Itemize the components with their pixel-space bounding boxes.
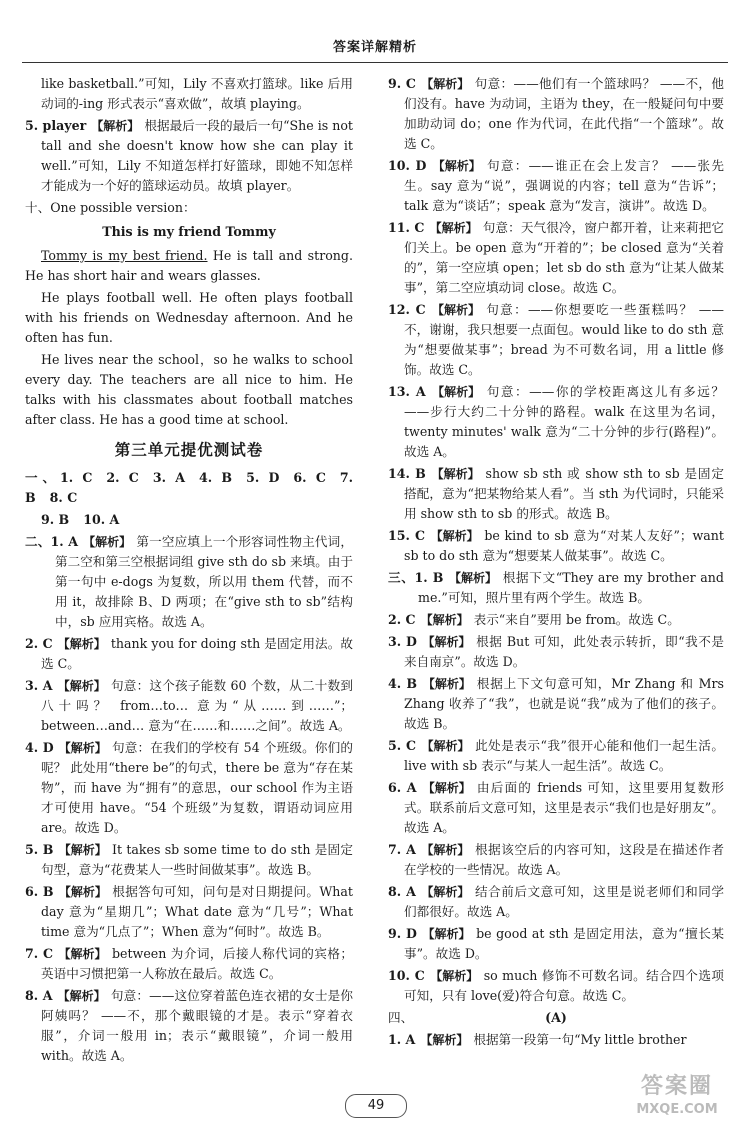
watermark-text: 答案圈 — [640, 1074, 713, 1099]
answer-number: 7. A — [388, 842, 416, 857]
answer-number: 15. C — [388, 528, 425, 543]
answer-number: 3. A — [25, 678, 53, 693]
answer-text: 根据该空后的内容可知，这段是在描述作者在学校的一些情况。故选 A。 — [404, 842, 724, 877]
answer-number: 二、1. A — [25, 534, 78, 549]
answer-item — [388, 526, 724, 566]
answer-number: 8. A — [25, 988, 53, 1003]
answer-item — [388, 1030, 724, 1050]
analysis-tag: 【解析】 — [57, 989, 106, 1003]
answer-text: 句意：——他们有一个篮球吗？ ——不，他们没有。have 为动词，主语为 they，在一般疑问句中要加助动词 do；one 作为代词，在此代指“一个篮球”。故选 C。 — [404, 76, 724, 151]
analysis-tag: 【解析】 — [432, 385, 481, 399]
mc-answer: 8. C — [49, 490, 78, 505]
analysis-tag: 【解析】 — [58, 947, 107, 961]
answer-item — [388, 882, 724, 922]
answer-item — [25, 944, 353, 984]
analysis-tag: 【解析】 — [430, 529, 479, 543]
answer-item — [388, 300, 724, 380]
answer-text: 结合前后文意可知，这里是说老师们和同学们都很好。故选 A。 — [404, 884, 724, 919]
paragraph: like basketball.”可知，Lily 不喜欢打篮球。like 后用动词的-ing 形式表示“喜欢做”，故填 playing。 — [41, 76, 353, 111]
answer-item — [388, 736, 724, 776]
answer-item — [388, 218, 724, 298]
answer-text: 根据下文“They are my brother and me.”可知，照片里有两个学生。故选 B。 — [418, 570, 724, 605]
answer-item — [25, 532, 353, 632]
answer-text: 句意：——你想要吃一些蛋糕吗？ ——不，谢谢，我只想要一点面包。would like to do sth 意为“想要做某事”；bread 为不可数名词，用 a little 修饰。故选 C。 — [404, 302, 724, 377]
underlined-sentence: Tommy is my best friend. — [41, 248, 208, 263]
answer-item — [25, 882, 353, 942]
running-header: 答案详解精析 — [332, 40, 417, 55]
analysis-tag: 【解析】 — [431, 467, 480, 481]
mc-answer: 4. B — [199, 470, 233, 485]
analysis-tag: 【解析】 — [83, 535, 132, 549]
watermark-url: MXQE.COM — [636, 1102, 718, 1117]
answer-text: 根据答句可知，问句是对日期提问。What day 意为“星期几”；What date 意为“几号”；What time 意为“几点了”；When 意为“何时”。故选 B。 — [41, 884, 353, 939]
answer-item — [25, 676, 353, 736]
left-column — [25, 74, 353, 1068]
analysis-tag: 【解析】 — [58, 885, 107, 899]
answer-number: 10. D — [388, 158, 427, 173]
answer-number: 3. D — [388, 634, 417, 649]
page-number: 49 — [345, 1094, 407, 1118]
answer-item — [388, 568, 724, 608]
answer-item — [388, 674, 724, 734]
answer-text: so much 修饰不可数名词。结合四个选项可知，只有 love(爱)符合句意。故选 C。 — [404, 968, 724, 1003]
analysis-tag: 【解析】 — [57, 637, 106, 651]
answer-number: 1. A — [388, 1032, 416, 1047]
answer-text: 句意：——谁正在会上发言？ ——张先生。say 意为“说”，强调说的内容；tell 意为“告诉”；talk 意为“谈话”；speak 意为“发言，演讲”。故选 D。 — [404, 158, 724, 213]
answer-item — [388, 610, 724, 630]
answer-item — [388, 156, 724, 216]
answer-text: thank you for doing sth 是固定用法。故选 C。 — [41, 636, 353, 671]
answer-list — [25, 532, 353, 1066]
analysis-tag: 【解析】 — [422, 781, 471, 795]
section-label: 十、One possible version： — [25, 200, 196, 215]
answer-number: 5. C — [388, 738, 417, 753]
analysis-tag: 【解析】 — [421, 739, 470, 753]
analysis-tag: 【解析】 — [420, 1033, 469, 1047]
answer-item — [25, 738, 353, 838]
answer-text: 表示“来自”要用 be from。故选 C。 — [473, 612, 680, 627]
analysis-tag: 【解析】 — [429, 221, 478, 235]
section-title: 第三单元提优测试卷 — [114, 441, 264, 459]
answer-item — [388, 632, 724, 672]
right-column — [388, 74, 724, 1052]
answer-text: 句意：在我们的学校有 54 个班级。你们的呢？ 此处用“there be”的句式，there be 意为“存在某物”，而 have 为“拥有”的意思，our school 作为主语才可使用 have。“54 个班级”为复数，谓语动词应用 are。故选 D。 — [41, 740, 353, 835]
answer-text: show sb sth 或 show sth to sb 是固定搭配，意为“把某物给某人看”。当 sth 为代词时，只能采用 show sth to sb 的形式。故选 B。 — [404, 466, 724, 521]
answer-item — [25, 634, 353, 674]
answer-number: 7. C — [25, 946, 54, 961]
answer-text: be good at sth 是固定用法，意为“擅长某事”。故选 D。 — [404, 926, 724, 961]
essay-text: He is tall and strong. He has short hair and wears glasses. — [25, 248, 353, 283]
mc-answer: 一、1. C — [25, 470, 93, 485]
answer-number: 9. C — [388, 76, 416, 91]
answer-number: 11. C — [388, 220, 425, 235]
mc-answer: 2. C — [106, 470, 139, 485]
mc-answer: 9. B — [41, 512, 70, 527]
analysis-tag: 【解析】 — [422, 677, 471, 691]
watermark-logo — [618, 1072, 736, 1126]
answer-number: 5. B — [25, 842, 54, 857]
mc-answer: 7. B — [25, 470, 353, 505]
mc-answer: 5. D — [246, 470, 280, 485]
answer-text: 句意：——你的学校距离这儿有多远？ ——步行大约二十分钟的路程。walk 在这里为名词，twenty minutes' walk 意为“二十分钟的步行(路程)”。故选 A。 — [404, 384, 724, 459]
answer-number: 2. C — [388, 612, 416, 627]
answer-number: 4. B — [388, 676, 418, 691]
answer-item — [25, 116, 353, 196]
analysis-tag: 【解析】 — [432, 159, 481, 173]
analysis-tag: 【解析】 — [58, 741, 107, 755]
answer-text: between 为介词，后接人称代词的宾格；英语中习惯把第一人称放在最后。故选 C。 — [41, 946, 353, 981]
answer-text: 根据 But 可知，此处表示转折，即“我不是来自南京”。故选 D。 — [404, 634, 725, 669]
answer-item — [388, 924, 724, 964]
mc-answers-row — [25, 468, 353, 508]
essay-paragraph: He lives near the school，so he walks to school every day. The teachers are all nice to him. He talks with his classmates about football matches after class. He has a good time at school. — [25, 352, 353, 427]
answer-text: be kind to sb 意为“对某人友好”；want sb to do sth 意为“想要某人做某事”。故选 C。 — [404, 528, 724, 563]
mc-answer: 3. A — [152, 470, 185, 485]
mc-answer: 6. C — [293, 470, 326, 485]
answer-text: 根据第一段第一句“My little brother — [473, 1032, 687, 1047]
answer-text: 根据最后一段的最后一句“She is not tall and she doesn't know how she can play it well.”可知，Lily 不知道怎样打好篮球，即她不知怎样才能成为一个好的篮球运动员。故填 player。 — [41, 118, 353, 193]
answer-number: 9. D — [388, 926, 417, 941]
answer-item — [25, 840, 353, 880]
answer-number: 13. A — [388, 384, 426, 399]
answer-list — [388, 74, 724, 1006]
analysis-tag: 【解析】 — [421, 885, 470, 899]
section-label: 四、 — [388, 1010, 414, 1025]
analysis-tag: 【解析】 — [449, 571, 498, 585]
answer-number: 三、1. B — [388, 570, 444, 585]
analysis-tag: 【解析】 — [431, 303, 480, 317]
answer-number: 4. D — [25, 740, 54, 755]
answer-text: 根据上下文句意可知，Mr Zhang 和 Mrs Zhang 收养了“我”，也就是说“我”成为了他们的孩子。故选 B。 — [404, 676, 724, 731]
analysis-tag: 【解析】 — [420, 613, 469, 627]
answer-number: 6. B — [25, 884, 54, 899]
answer-item — [388, 966, 724, 1006]
answer-text: 句意：——这位穿着蓝色连衣裙的女士是你阿姨吗？ ——不，那个戴眼镜的才是。表示“穿着衣服”，介词一般用 in；表示“戴眼镜”，介词一般用 with。故选 A。 — [41, 988, 353, 1063]
answer-text: 此处是表示“我”很开心能和他们一起生活。live with sb 表示“与某人一起生活”。故选 C。 — [404, 738, 724, 773]
analysis-tag: 【解析】 — [421, 77, 470, 91]
mc-answers-row — [25, 510, 353, 530]
answer-text: 由后面的 friends 可知，这里要用复数形式。联系前后文意可知，这里是表示“我们也是好朋友”。故选 A。 — [404, 780, 724, 835]
analysis-tag: 【解析】 — [91, 119, 140, 133]
answer-text: 句意：这个孩子能数 60 个数，从二十数到八十吗？ from…to… 意为“从……到……”；between…and… 意为“在……和……之间”。故选 A。 — [41, 678, 353, 733]
answer-number: 10. C — [388, 968, 425, 983]
analysis-tag: 【解析】 — [430, 969, 479, 983]
analysis-tag: 【解析】 — [422, 927, 471, 941]
answer-item — [25, 986, 353, 1066]
answer-item — [388, 382, 724, 462]
answer-number: 5. player — [25, 118, 87, 133]
analysis-tag: 【解析】 — [421, 843, 470, 857]
answer-item — [388, 778, 724, 838]
answer-number: 14. B — [388, 466, 426, 481]
analysis-tag: 【解析】 — [57, 679, 106, 693]
essay-title: This is my friend Tommy — [102, 224, 276, 239]
analysis-tag: 【解析】 — [422, 635, 471, 649]
answer-number: 8. A — [388, 884, 416, 899]
essay-paragraph — [25, 246, 353, 286]
essay-paragraph: He plays football well. He often plays football with his friends on Wednesday afternoon. And he often has fun. — [25, 290, 353, 345]
answer-item — [388, 464, 724, 524]
answer-item — [388, 74, 724, 154]
answer-number: 6. A — [388, 780, 417, 795]
header-rule — [22, 62, 728, 63]
answer-item — [388, 840, 724, 880]
mc-answer: 10. A — [83, 512, 120, 527]
analysis-tag: 【解析】 — [58, 843, 107, 857]
answer-number: 2. C — [25, 636, 53, 651]
answer-number: 12. C — [388, 302, 426, 317]
passage-label: (A) — [545, 1010, 567, 1025]
answer-text: 句意：天气很冷，窗户都开着，让来莉把它们关上。be open 意为“开着的”；be closed 意为“关着的”，第一空应填 open；let sb do sth 意为“让某人做某事”，第二空应填动词 close。故选 C。 — [404, 220, 724, 295]
answer-text: 第一空应填上一个形容词性物主代词，第二空和第三空根据词组 give sth do sb 来填。由于第一句中 e-dogs 为复数，所以用 them 代替，而不用 it，故排除 B、D 两项；在“give sth to sb”结构中，sb 应用宾格。故选 A。 — [55, 534, 353, 629]
answer-text: It takes sb some time to do sth 是固定句型，意为“花费某人一些时间做某事”。故选 B。 — [41, 842, 354, 877]
